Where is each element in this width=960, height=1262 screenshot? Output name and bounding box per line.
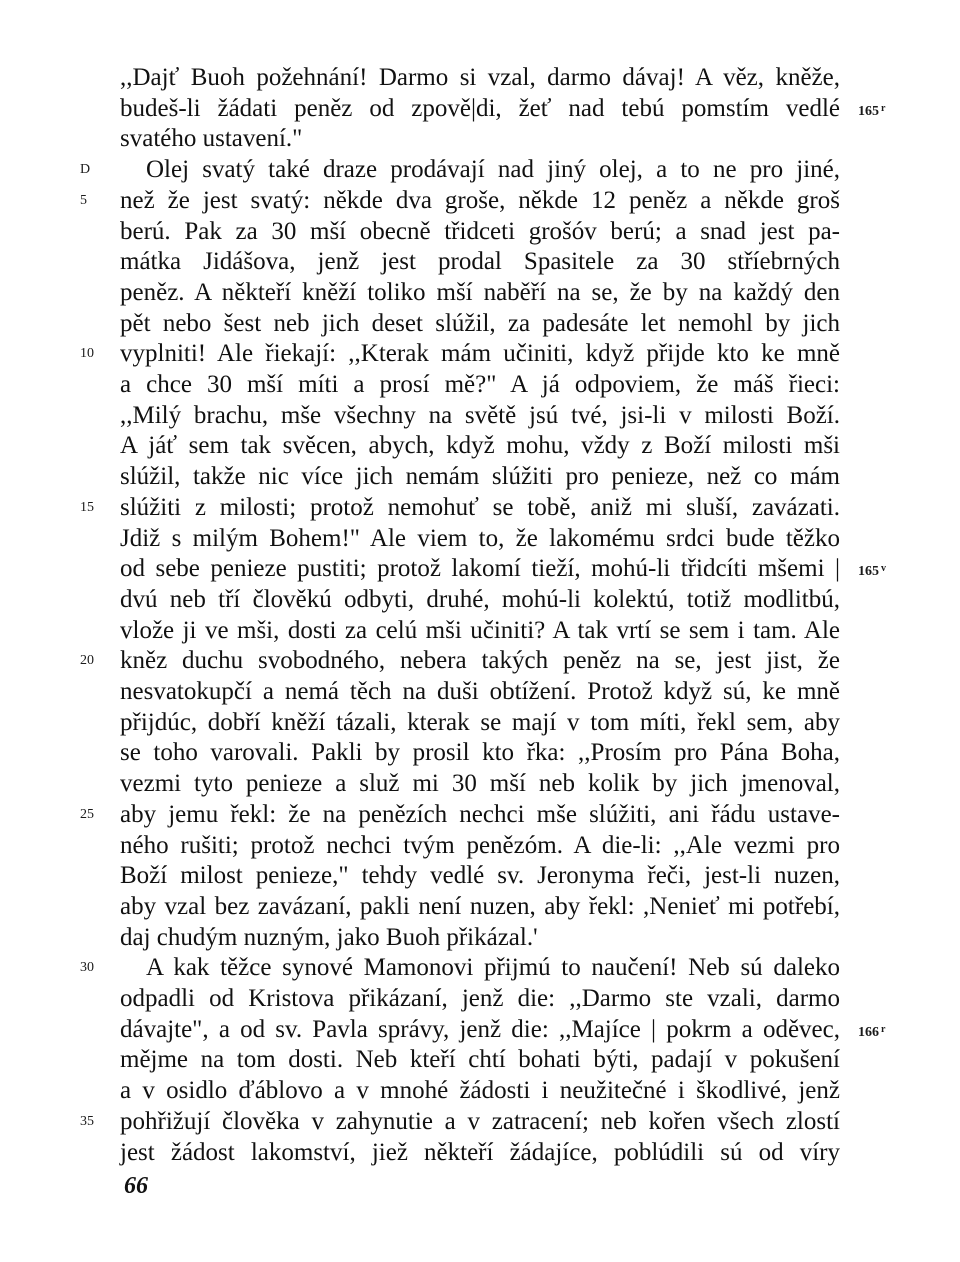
text-line-33: mějme na tom dosti. Neb kteří chtí bohati býti, padají v pokušení (120, 1046, 840, 1074)
text-line-23: se toho varovali. Pakli by prosil kto řka: ,,Prosím pro Pána Boha, (120, 739, 840, 767)
text-line-21: nesvatokupčí a nemá těch na duši obtížení. Protož když sú, ke mně (120, 678, 840, 705)
text-line-12: ,,Milý brachu, mše všechny na světě jsú tvé, jsi-li v milosti Boží. (120, 401, 840, 429)
text-line-8: peněz. A někteří kněží toliko mší naběří na se, že by na každý den (120, 278, 840, 306)
text-line-15: slúžiti z milosti; protož nemohuť se tobě, aniž mi sluší, zavázati. (120, 493, 840, 521)
text-line-17: od sebe penieze pustiti; protož lakomí tieží, mohú-li třidcíti mšemi | (120, 555, 840, 583)
line-number-marker: 25 (80, 806, 94, 822)
text-line-20: kněz duchu svobodného, nebera takých peněz na se, jest jist, že (120, 647, 840, 675)
line-number-marker: 20 (80, 653, 94, 669)
text-line-36: jest žádost lakomství, jiež někteří žádajíce, poblúdili sú od víry (120, 1138, 840, 1166)
folio-number: 166 (858, 1024, 879, 1040)
text-line-11: a chce 30 mší míti a prosí mě?" A já odpoviem, že máš řieci: (120, 371, 840, 398)
text-line-5: než že jest svatý: někde dva groše, někde 12 peněz a někde groš (120, 186, 840, 214)
text-line-30: A kak těžce synové Mamonovi přijmú to naučení! Neb sú daleko (146, 954, 840, 982)
text-line-29: daj chudým nuzným, jako Buoh přikázal.' (120, 923, 538, 951)
text-line-4: Olej svatý také draze prodávají nad jiný olej, a to ne pro jiné, (146, 156, 840, 184)
text-line-16: Jdiž s milým Bohem!" Ale viem to, že lakomému srdci bude těžko (120, 524, 840, 552)
folio-side: r (881, 102, 886, 114)
text-line-26: ného rušiti; protož nechci tvým penězóm. A die-li: ,,Ale vezmi pro (120, 831, 840, 859)
line-number-marker: 10 (80, 346, 94, 362)
folio-side: r (881, 1023, 886, 1035)
line-number-marker: 35 (80, 1113, 94, 1129)
folio-side: v (881, 563, 886, 575)
page-number: 66 (124, 1173, 148, 1199)
folio-marker (858, 1012, 918, 1048)
text-line-7: mátka Jidášova, jenž jest prodal Spasitele za 30 stříebrných (120, 248, 840, 276)
text-line-6: berú. Pak za 30 mší obecně třidceti grošóv berú; a snad jest pa- (120, 217, 840, 245)
text-line-14: slúžil, takže nic více jich nemám slúžiti pro penieze, než co mám (120, 463, 840, 491)
text-line-31: odpadli od Kristova přikázaní, jenž die: ,,Darmo ste vzali, darmo (120, 985, 840, 1012)
text-line-10: vyplniti! Ale řiekají: ,,Kterak mám učiniti, když přijde kto ke mně (120, 340, 840, 368)
text-line-1: ,,Dajť Buoh požehnání! Darmo si vzal, darmo dávaj! A věz, kněže, (120, 64, 840, 91)
text-line-24: vezmi tyto penieze a služ mi 30 mší neb kolik by jich jmenoval, (120, 770, 840, 798)
text-line-9: pět nebo šest neb jich deset slúžil, za padesáte let nemohl by jich (120, 309, 840, 337)
text-line-18: dvú neb tří člověkú odbyti, druhé, mohú-li kolektú, totiž modlitbú, (120, 585, 840, 613)
text-line-19: vlože ji ve mši, dosti za celú mši učiniti? A tak vrtí se sem i tam. Ale (120, 616, 840, 644)
line-number-marker: 15 (80, 499, 94, 515)
text-line-2: budeš-li žádati peněz od zpově|di, žeť nad tebú pomstím vedlé (120, 94, 840, 122)
section-marker: D (80, 162, 91, 178)
folio-number: 165 (858, 564, 879, 580)
text-line-13: A jáť sem tak svěcen, abych, když mohu, vždy z Boží milosti mši (120, 432, 840, 460)
text-line-32: dávajte", a od sv. Pavla správy, jenž die: ,,Majíce | pokrm a oděvec, (120, 1015, 840, 1043)
folio-marker (858, 551, 918, 587)
text-line-27: Boží milost penieze," tehdy vedlé sv. Jeronyma řeči, jest-li nuzen, (120, 862, 840, 890)
text-line-3: svatého ustavení." (120, 125, 303, 153)
text-line-28: aby vzal bez zavázaní, pakli není nuzen, aby řekl: ,Nenieť mi potřebí, (120, 892, 840, 920)
line-number-marker: 30 (80, 960, 94, 976)
text-line-35: pohřižují člověka v zahynutie a v zatracení; neb kořen všech zlostí (120, 1107, 840, 1135)
folio-marker (858, 91, 918, 127)
text-line-22: přijdúc, dobří kněží tázali, kterak se mají v tom míti, řekl sem, aby (120, 708, 840, 736)
text-line-34: a v osidlo ďáblovo a v mnohé žádosti i neužitečné i škodlivé, jenž (120, 1077, 840, 1105)
folio-number: 165 (858, 103, 879, 119)
line-number-marker: 5 (80, 192, 87, 208)
text-line-25: aby jemu řekl: že na penězích nechci mše slúžiti, ani řádu ustave- (120, 800, 840, 828)
